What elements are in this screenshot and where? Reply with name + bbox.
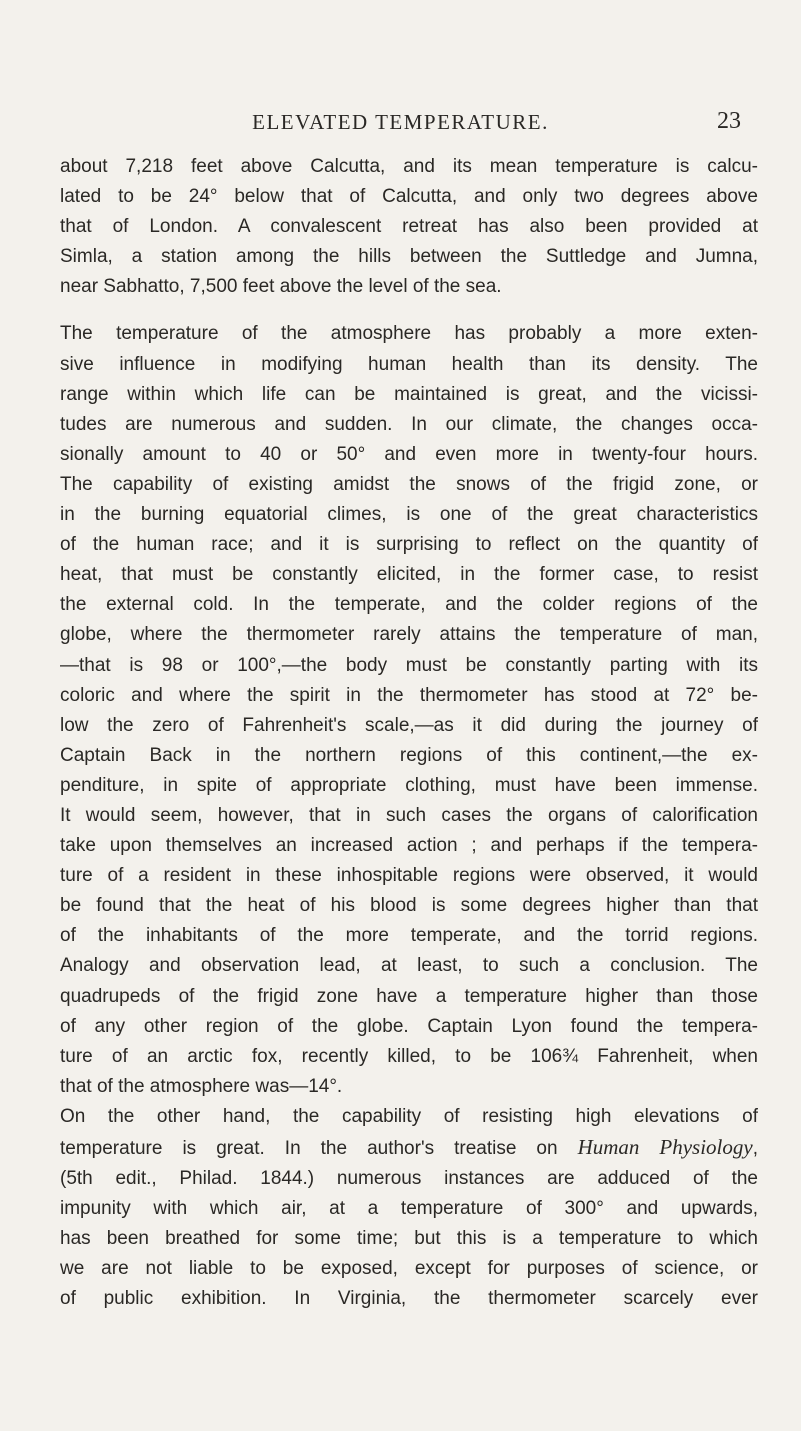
paragraph — [60, 319, 758, 1314]
text-line: Analogy and observation lead, at least, to such a conclusion. The — [60, 955, 758, 977]
text-line: take upon themselves an increased action ; and perhaps if the tempera- — [60, 835, 758, 857]
text-line: The temperature of the atmosphere has probably a more exten- — [60, 323, 758, 345]
paragraph — [60, 152, 758, 302]
italic-title: Human Physiology — [577, 1135, 753, 1159]
body-text — [60, 152, 758, 1315]
text-line: penditure, in spite of appropriate clothing, must have been immense. — [60, 774, 758, 796]
text-line: that of London. A convalescent retreat has also been provided at — [60, 216, 758, 238]
text-line: of the inhabitants of the more temperate, and the torrid regions. — [60, 925, 758, 947]
text-line: tudes are numerous and sudden. In our climate, the changes occa- — [60, 413, 758, 435]
text-line: Simla, a station among the hills between the Suttledge and Jumna, — [60, 246, 758, 268]
text-line: impunity with which air, at a temperature of 300° and upwards, — [60, 1198, 758, 1220]
text-line: globe, where the thermometer rarely attains the temperature of man, — [60, 624, 758, 646]
text-line: of public exhibition. In Virginia, the thermometer scarcely ever — [60, 1288, 758, 1310]
text-line: that of the atmosphere was—14°. — [60, 1075, 343, 1097]
running-title: ELEVATED TEMPERATURE. — [252, 110, 549, 134]
text-line: about 7,218 feet above Calcutta, and its mean temperature is calcu- — [60, 156, 758, 177]
text-line: in the burning equatorial climes, is one of the great characteristics — [60, 504, 758, 526]
text-line: lated to be 24° below that of Calcutta, and only two degrees above — [60, 186, 758, 208]
text-line: we are not liable to be exposed, except for purposes of science, or — [60, 1258, 758, 1280]
text-line: range within which life can be maintained is great, and the vicissi- — [60, 383, 758, 405]
text-line: the external cold. In the temperate, and the colder regions of the — [60, 594, 758, 616]
text-line: has been breathed for some time; but this is a temperature to which — [60, 1228, 758, 1250]
text-line: be found that the heat of his blood is some degrees higher than that — [60, 895, 758, 917]
page-header — [0, 110, 801, 140]
text-line: temperature is great. In the author's treatise on Human Physiology, — [60, 1135, 758, 1159]
text-line: near Sabhatto, 7,500 feet above the level of the sea. — [60, 276, 502, 298]
text-line: The capability of existing amidst the snows of the frigid zone, or — [60, 473, 758, 495]
text-line: ture of a resident in these inhospitable regions were observed, it would — [60, 865, 758, 887]
page-number: 23 — [717, 108, 741, 134]
text-line: On the other hand, the capability of resisting high elevations of — [60, 1105, 758, 1127]
text-line: of any other region of the globe. Captain Lyon found the tempera- — [60, 1015, 758, 1037]
text-line: coloric and where the spirit in the thermometer has stood at 72° be- — [60, 684, 758, 706]
text-line: —that is 98 or 100°,—the body must be constantly parting with its — [60, 654, 758, 676]
text-line: ture of an arctic fox, recently killed, to be 106¾ Fahrenheit, when — [60, 1045, 758, 1067]
text-line: sionally amount to 40 or 50° and even more in twenty-four hours. — [60, 443, 758, 465]
text-line: of the human race; and it is surprising to reflect on the quantity of — [60, 534, 758, 556]
text-line: Captain Back in the northern regions of this continent,—the ex- — [60, 744, 758, 766]
text-line: It would seem, however, that in such cases the organs of calorification — [60, 804, 758, 826]
text-line: low the zero of Fahrenheit's scale,—as it did during the journey of — [60, 714, 758, 736]
text-line: sive influence in modifying human health than its density. The — [60, 353, 758, 375]
text-line: quadrupeds of the frigid zone have a temperature higher than those — [60, 985, 758, 1007]
text-line: heat, that must be constantly elicited, in the former case, to resist — [60, 564, 758, 586]
text-line: (5th edit., Philad. 1844.) numerous instances are adduced of the — [60, 1168, 758, 1190]
